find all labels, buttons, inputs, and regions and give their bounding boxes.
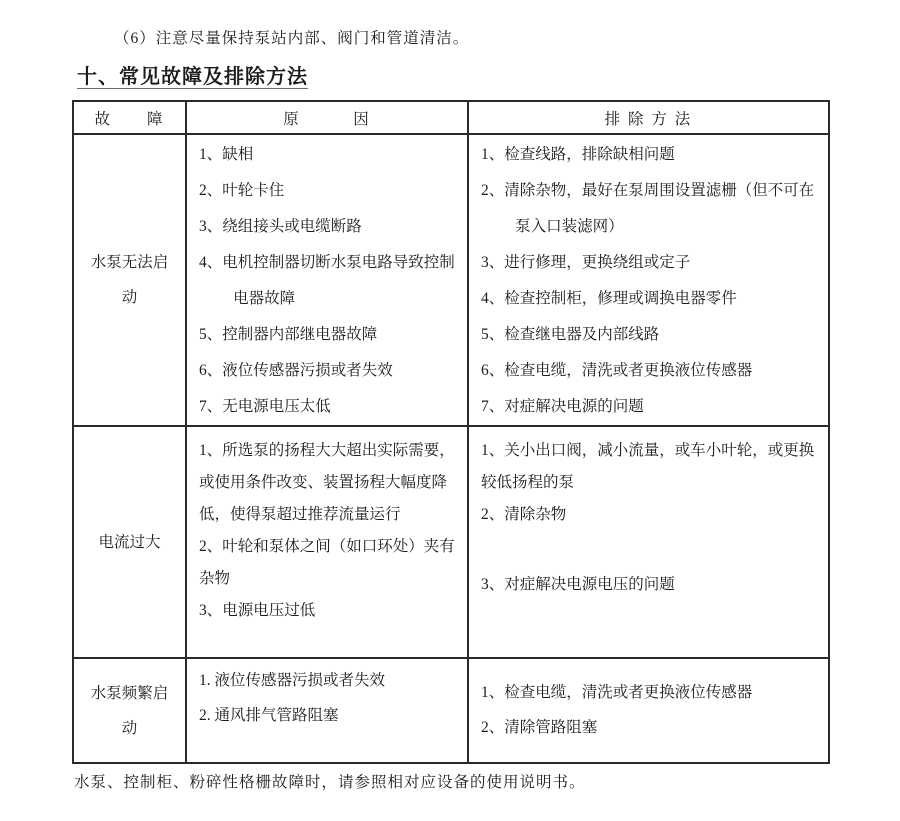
cause-cell-item: 1、缺相: [199, 146, 254, 163]
cause-cell-item: 4、电机控制器切断水泵电路导致控制电器故障: [199, 254, 455, 307]
table-row: [73, 134, 829, 426]
solution-cell-item: 3、进行修理，更换绕组或定子: [481, 254, 691, 271]
section-heading: 十、常见故障及排除方法: [77, 66, 308, 88]
solution-cell-item: 6、检查电缆，清洗或者更换液位传感器: [481, 362, 753, 379]
solution-cell-item: 7、对症解决电源的问题: [481, 398, 644, 415]
cause-cell: [186, 658, 468, 763]
solution-cell-item: 1、检查线路，排除缺相问题: [481, 146, 675, 163]
cause-cell-item: 2、叶轮和泵体之间（如口环处）夹有杂物: [199, 538, 455, 587]
header-cause: 原 因: [186, 101, 468, 134]
cause-cell: [186, 134, 468, 426]
table-row: [73, 426, 829, 658]
fault-table-body: [73, 134, 829, 763]
fault-table: [72, 100, 830, 764]
fault-label: 电流过大: [98, 533, 161, 551]
solution-cell: [468, 134, 829, 426]
fault-cell: [73, 134, 186, 426]
solution-cell-item: 2、清除管路阻塞: [481, 719, 598, 736]
footnote-text: 水泵、控制柜、粉碎性格栅故障时，请参照相对应设备的使用说明书。: [74, 774, 586, 791]
solution-cell-item: 3、对症解决电源电压的问题: [481, 576, 675, 593]
cause-cell-item: 3、绕组接头或电缆断路: [199, 218, 362, 235]
solution-cell-item: 2、清除杂物，最好在泵周围设置滤栅（但不可在泵入口装滤网）: [481, 182, 815, 235]
fault-label: 水泵无法启动: [90, 254, 169, 306]
fault-cell: [73, 658, 186, 763]
cause-cell-item: 1. 液位传感器污损或者失效: [199, 672, 386, 689]
fault-table-header: [73, 101, 829, 134]
cause-cell-item: 3、电源电压过低: [199, 602, 316, 619]
fault-cell: [73, 426, 186, 658]
solution-cell: [468, 658, 829, 763]
header-solution: 排 除 方 法: [468, 101, 829, 134]
table-row: [73, 658, 829, 763]
solution-cell-item: 5、检查继电器及内部线路: [481, 326, 660, 343]
cause-cell-item: 7、无电源电压太低: [199, 398, 331, 415]
cause-cell-item: 6、液位传感器污损或者失效: [199, 362, 393, 379]
fault-label: 水泵频繁启动: [90, 684, 169, 737]
header-fault: 故 障: [73, 101, 186, 134]
cause-cell: [186, 426, 468, 658]
cause-cell-item: 5、控制器内部继电器故障: [199, 326, 378, 343]
cause-cell-item: 2. 通风排气管路阻塞: [199, 707, 339, 724]
solution-cell-item: 2、清除杂物: [481, 506, 567, 523]
solution-cell-item: 1、关小出口阀，减小流量，或车小叶轮，或更换较低扬程的泵: [481, 442, 815, 491]
cause-cell-item: 1、所选泵的扬程大大超出实际需要，或使用条件改变、装置扬程大幅度降低，使得泵超过推荐流量运行: [199, 442, 455, 523]
solution-cell: [468, 426, 829, 658]
solution-cell-item: 1、检查电缆，清洗或者更换液位传感器: [481, 684, 753, 701]
cause-cell-item: 2、叶轮卡住: [199, 182, 285, 199]
intro-text: （6）注意尽量保持泵站内部、阀门和管道清洁。: [114, 30, 470, 47]
solution-cell-item: 4、检查控制柜，修理或调换电器零件: [481, 290, 737, 307]
